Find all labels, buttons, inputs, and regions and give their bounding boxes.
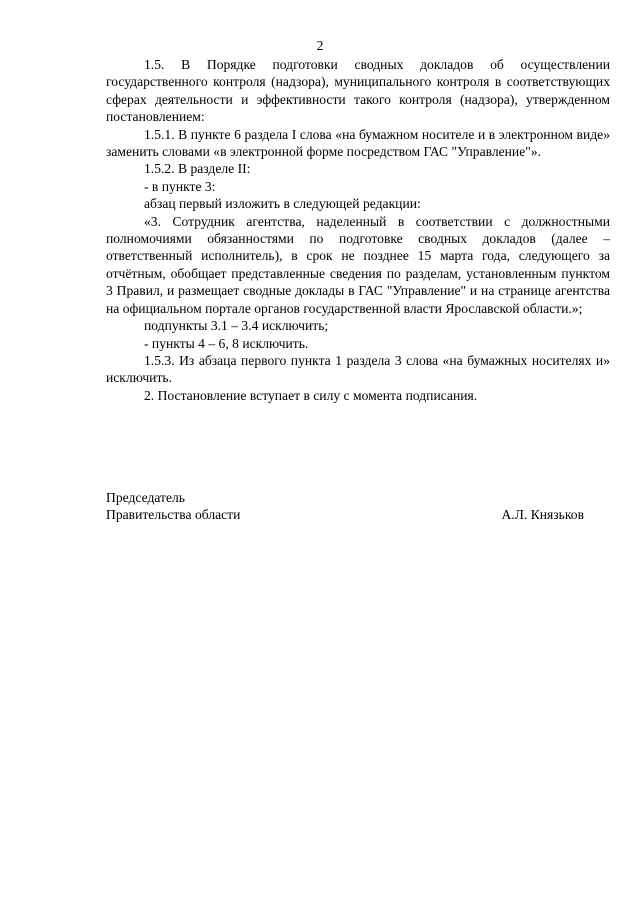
paragraph-items-exclude: - пункты 4 – 6, 8 исключить. xyxy=(144,335,309,351)
paragraph-1-5-3: 1.5.3. Из абзаца первого пункта 1 раздела 3 слова «на бумажных носителях и» исключить. xyxy=(106,352,610,386)
signature-title-line-1 xyxy=(106,489,610,506)
paragraph-1-5-2: 1.5.2. В разделе II: xyxy=(144,161,251,177)
document-body xyxy=(106,56,610,404)
page-number: 2 xyxy=(316,38,324,53)
paragraph-1-5-1: 1.5.1. В пункте 6 раздела I слова «на бумажном носителе и в электронном виде» заменить словами «в электронной форме посредством ГАС "Управление"». xyxy=(106,126,610,160)
paragraph-first-abzac: абзац первый изложить в следующей редакции: xyxy=(144,196,421,212)
paragraph-2: 2. Постановление вступает в силу с момента подписания. xyxy=(144,387,478,403)
signature-block xyxy=(106,489,610,524)
signer-name: А.Л. Князьков xyxy=(501,507,584,523)
signer-position-1: Председатель xyxy=(106,490,185,505)
paragraph-subitems-exclude: подпункты 3.1 – 3.4 исключить; xyxy=(144,318,329,334)
paragraph-item-3: - в пункте 3: xyxy=(144,178,216,194)
signer-position-2: Правительства области xyxy=(106,507,241,523)
signature-title-line-2 xyxy=(106,506,610,523)
paragraph-quote-3: «3. Сотрудник агентства, наделенный в соответствии с должностными полномочиями обязанностями по подготовке сводных докладов (далее – ответственный исполнитель), в срок не позднее 15 марта года, следующего за отчётным, обобщает представленные сведения по разделам, установленным пунктом 3 Правил, и размещает сводные доклады в ГАС "Управление" и на странице агентства на официальном портале органов государственной власти Ярославской области.»; xyxy=(106,213,610,316)
paragraph-1-5: 1.5. В Порядке подготовки сводных докладов об осуществлении государственного контроля (надзора), муниципального контроля в соответствующих сферах деятельности и эффективности такого контроля (надзора), утвержденном постановлением: xyxy=(106,57,610,125)
